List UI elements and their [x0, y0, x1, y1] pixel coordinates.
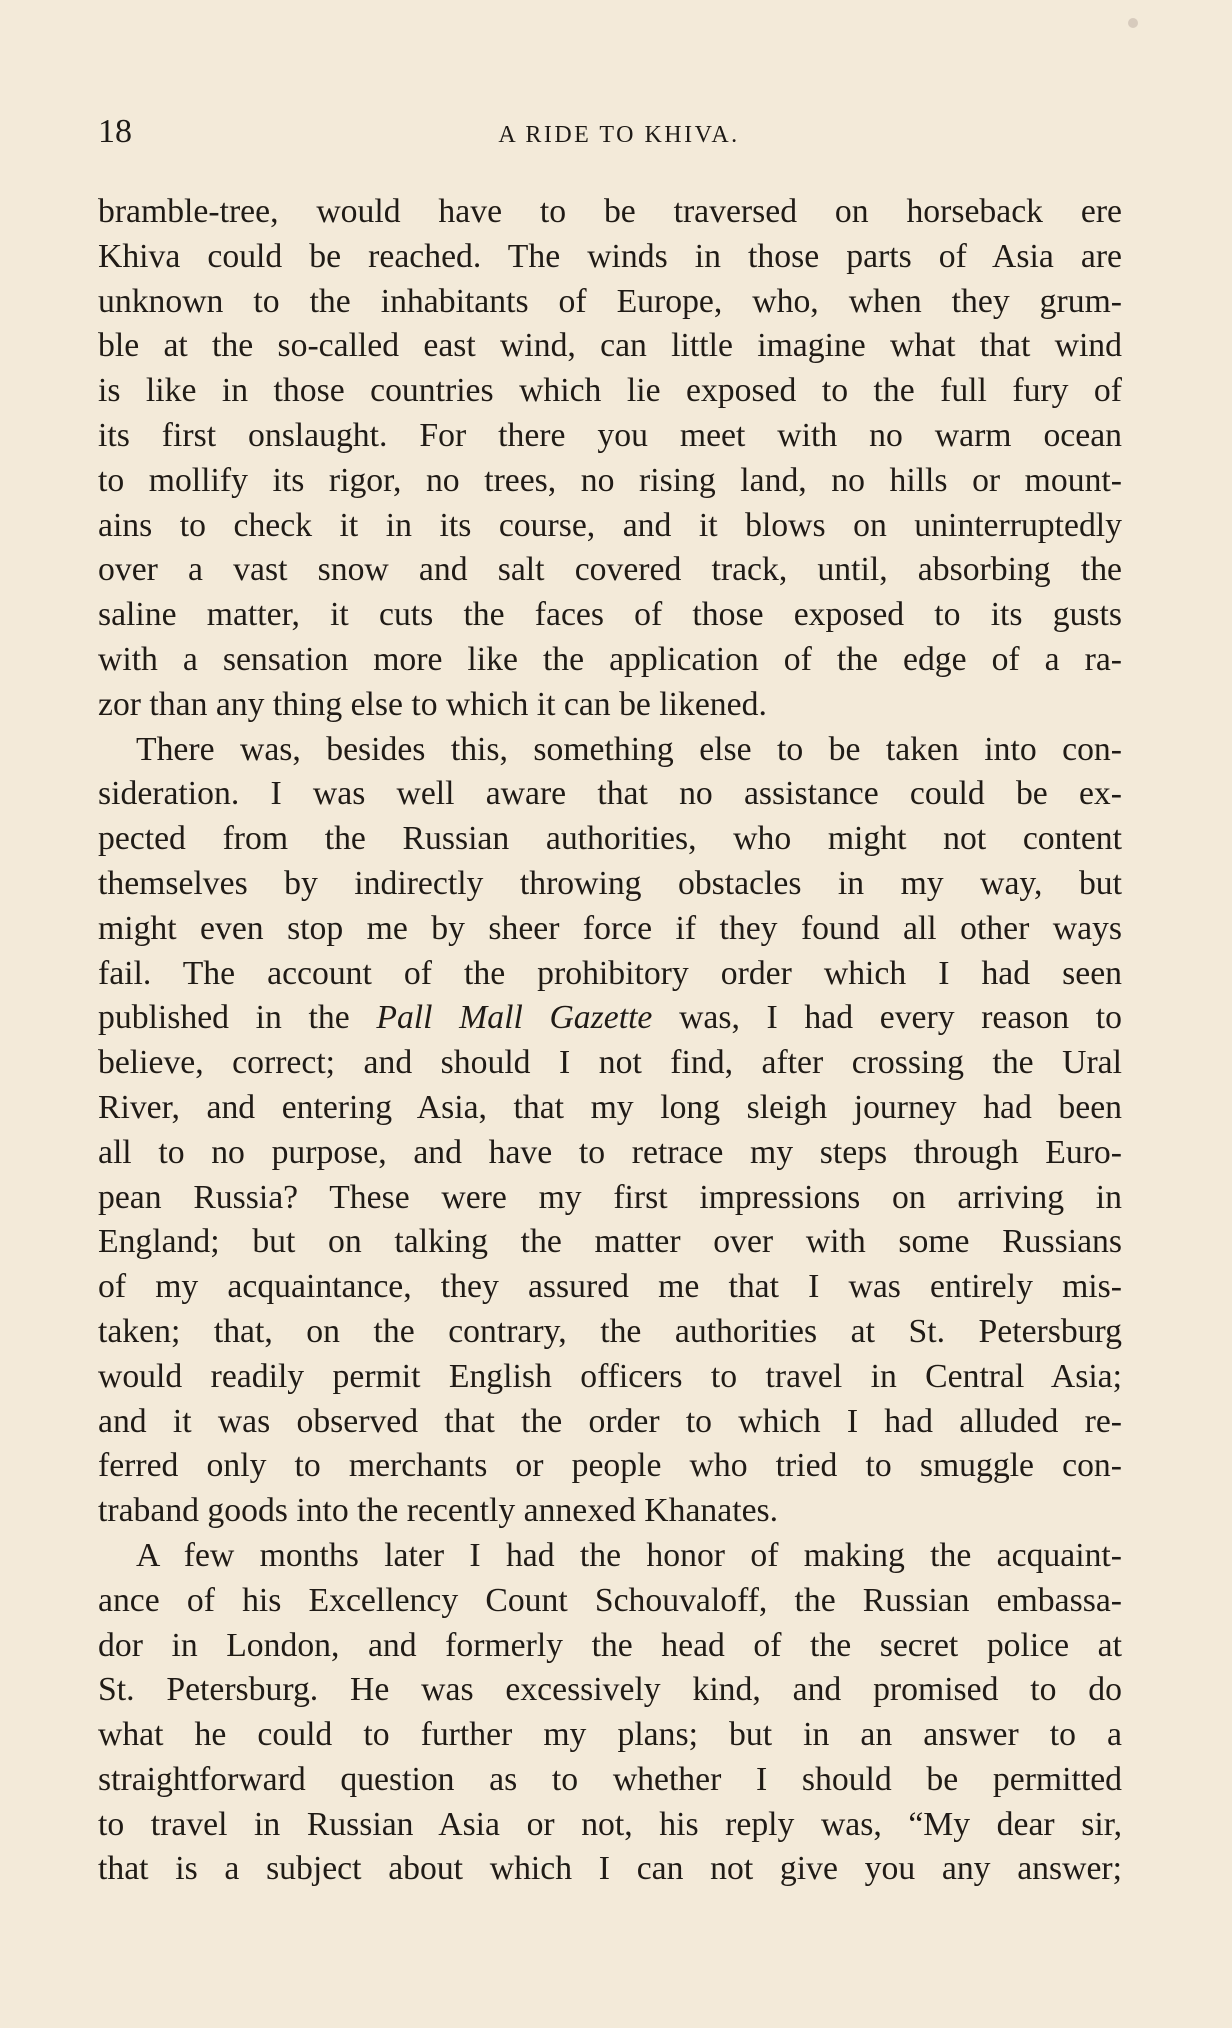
text-line: with a sensation more like the application of the edge of a ra-: [98, 640, 1122, 678]
italic-title: Pall Mall Gazette: [376, 999, 653, 1037]
page-header: [98, 112, 1122, 162]
text-line: ferred only to merchants or people who tried to smuggle con-: [98, 1447, 1122, 1485]
text-line: that is a subject about which I can not give you any answer;: [98, 1850, 1122, 1888]
text-line: would readily permit English officers to travel in Central Asia;: [98, 1357, 1122, 1395]
text-line: themselves by indirectly throwing obstacles in my way, but: [98, 864, 1122, 902]
text-line: ance of his Excellency Count Schouvaloff, the Russian embassa-: [98, 1581, 1122, 1619]
text-line: ble at the so-called east wind, can little imagine what that wind: [98, 327, 1122, 365]
text-line: There was, besides this, something else to be taken into con-: [136, 730, 1122, 768]
text-line: to travel in Russian Asia or not, his reply was, “My dear sir,: [98, 1805, 1122, 1843]
text-line: traband goods into the recently annexed Khanates.: [98, 1492, 779, 1530]
text-line: St. Petersburg. He was excessively kind, and promised to do: [98, 1671, 1122, 1709]
text-line: straightforward question as to whether I should be permitted: [98, 1760, 1122, 1798]
text-line: A few months later I had the honor of making the acquaint-: [136, 1536, 1122, 1574]
text-line: dor in London, and formerly the head of the secret police at: [98, 1626, 1122, 1664]
paper-speck: [1128, 18, 1138, 28]
text-line: over a vast snow and salt covered track, until, absorbing the: [98, 551, 1122, 589]
text-line: is like in those countries which lie exposed to the full fury of: [98, 372, 1122, 410]
text-line: River, and entering Asia, that my long sleigh journey had been: [98, 1088, 1122, 1126]
text-line: England; but on talking the matter over with some Russians: [98, 1223, 1122, 1261]
text-segment: was, I had every reason to: [679, 999, 1123, 1037]
text-line: unknown to the inhabitants of Europe, who, when they grum-: [98, 282, 1122, 320]
text-line: taken; that, on the contrary, the authorities at St. Petersburg: [98, 1312, 1122, 1350]
text-line: Khiva could be reached. The winds in those parts of Asia are: [98, 237, 1122, 275]
text-line: ains to check it in its course, and it blows on uninterruptedly: [98, 506, 1122, 544]
text-line: believe, correct; and should I not find, after crossing the Ural: [98, 1044, 1122, 1082]
text-line: its first onslaught. For there you meet with no warm ocean: [98, 416, 1122, 454]
page-number: 18: [98, 113, 132, 150]
text-line: of my acquaintance, they assured me that I was entirely mis-: [98, 1268, 1122, 1306]
text-line: pected from the Russian authorities, who might not content: [98, 820, 1122, 858]
text-line: all to no purpose, and have to retrace my steps through Euro-: [98, 1133, 1122, 1171]
text-line: might even stop me by sheer force if they found all other ways: [98, 909, 1122, 947]
text-line: and it was observed that the order to which I had alluded re-: [98, 1402, 1122, 1440]
text-line: pean Russia? These were my first impressions on arriving in: [98, 1178, 1122, 1216]
text-line: what he could to further my plans; but in an answer to a: [98, 1716, 1122, 1754]
text-line-with-italic: [98, 996, 1122, 1041]
text-line: to mollify its rigor, no trees, no rising land, no hills or mount-: [98, 461, 1122, 499]
text-segment: published in the: [98, 999, 350, 1037]
text-line: fail. The account of the prohibitory order which I had seen: [98, 954, 1122, 992]
text-line: sideration. I was well aware that no assistance could be ex-: [98, 775, 1122, 813]
body-text: [98, 190, 1122, 1892]
text-line: zor than any thing else to which it can be likened.: [98, 685, 767, 723]
text-line: bramble-tree, would have to be traversed on horseback ere: [98, 193, 1122, 230]
running-title: A RIDE TO KHIVA.: [498, 122, 740, 148]
text-line: saline matter, it cuts the faces of those exposed to its gusts: [98, 596, 1122, 634]
